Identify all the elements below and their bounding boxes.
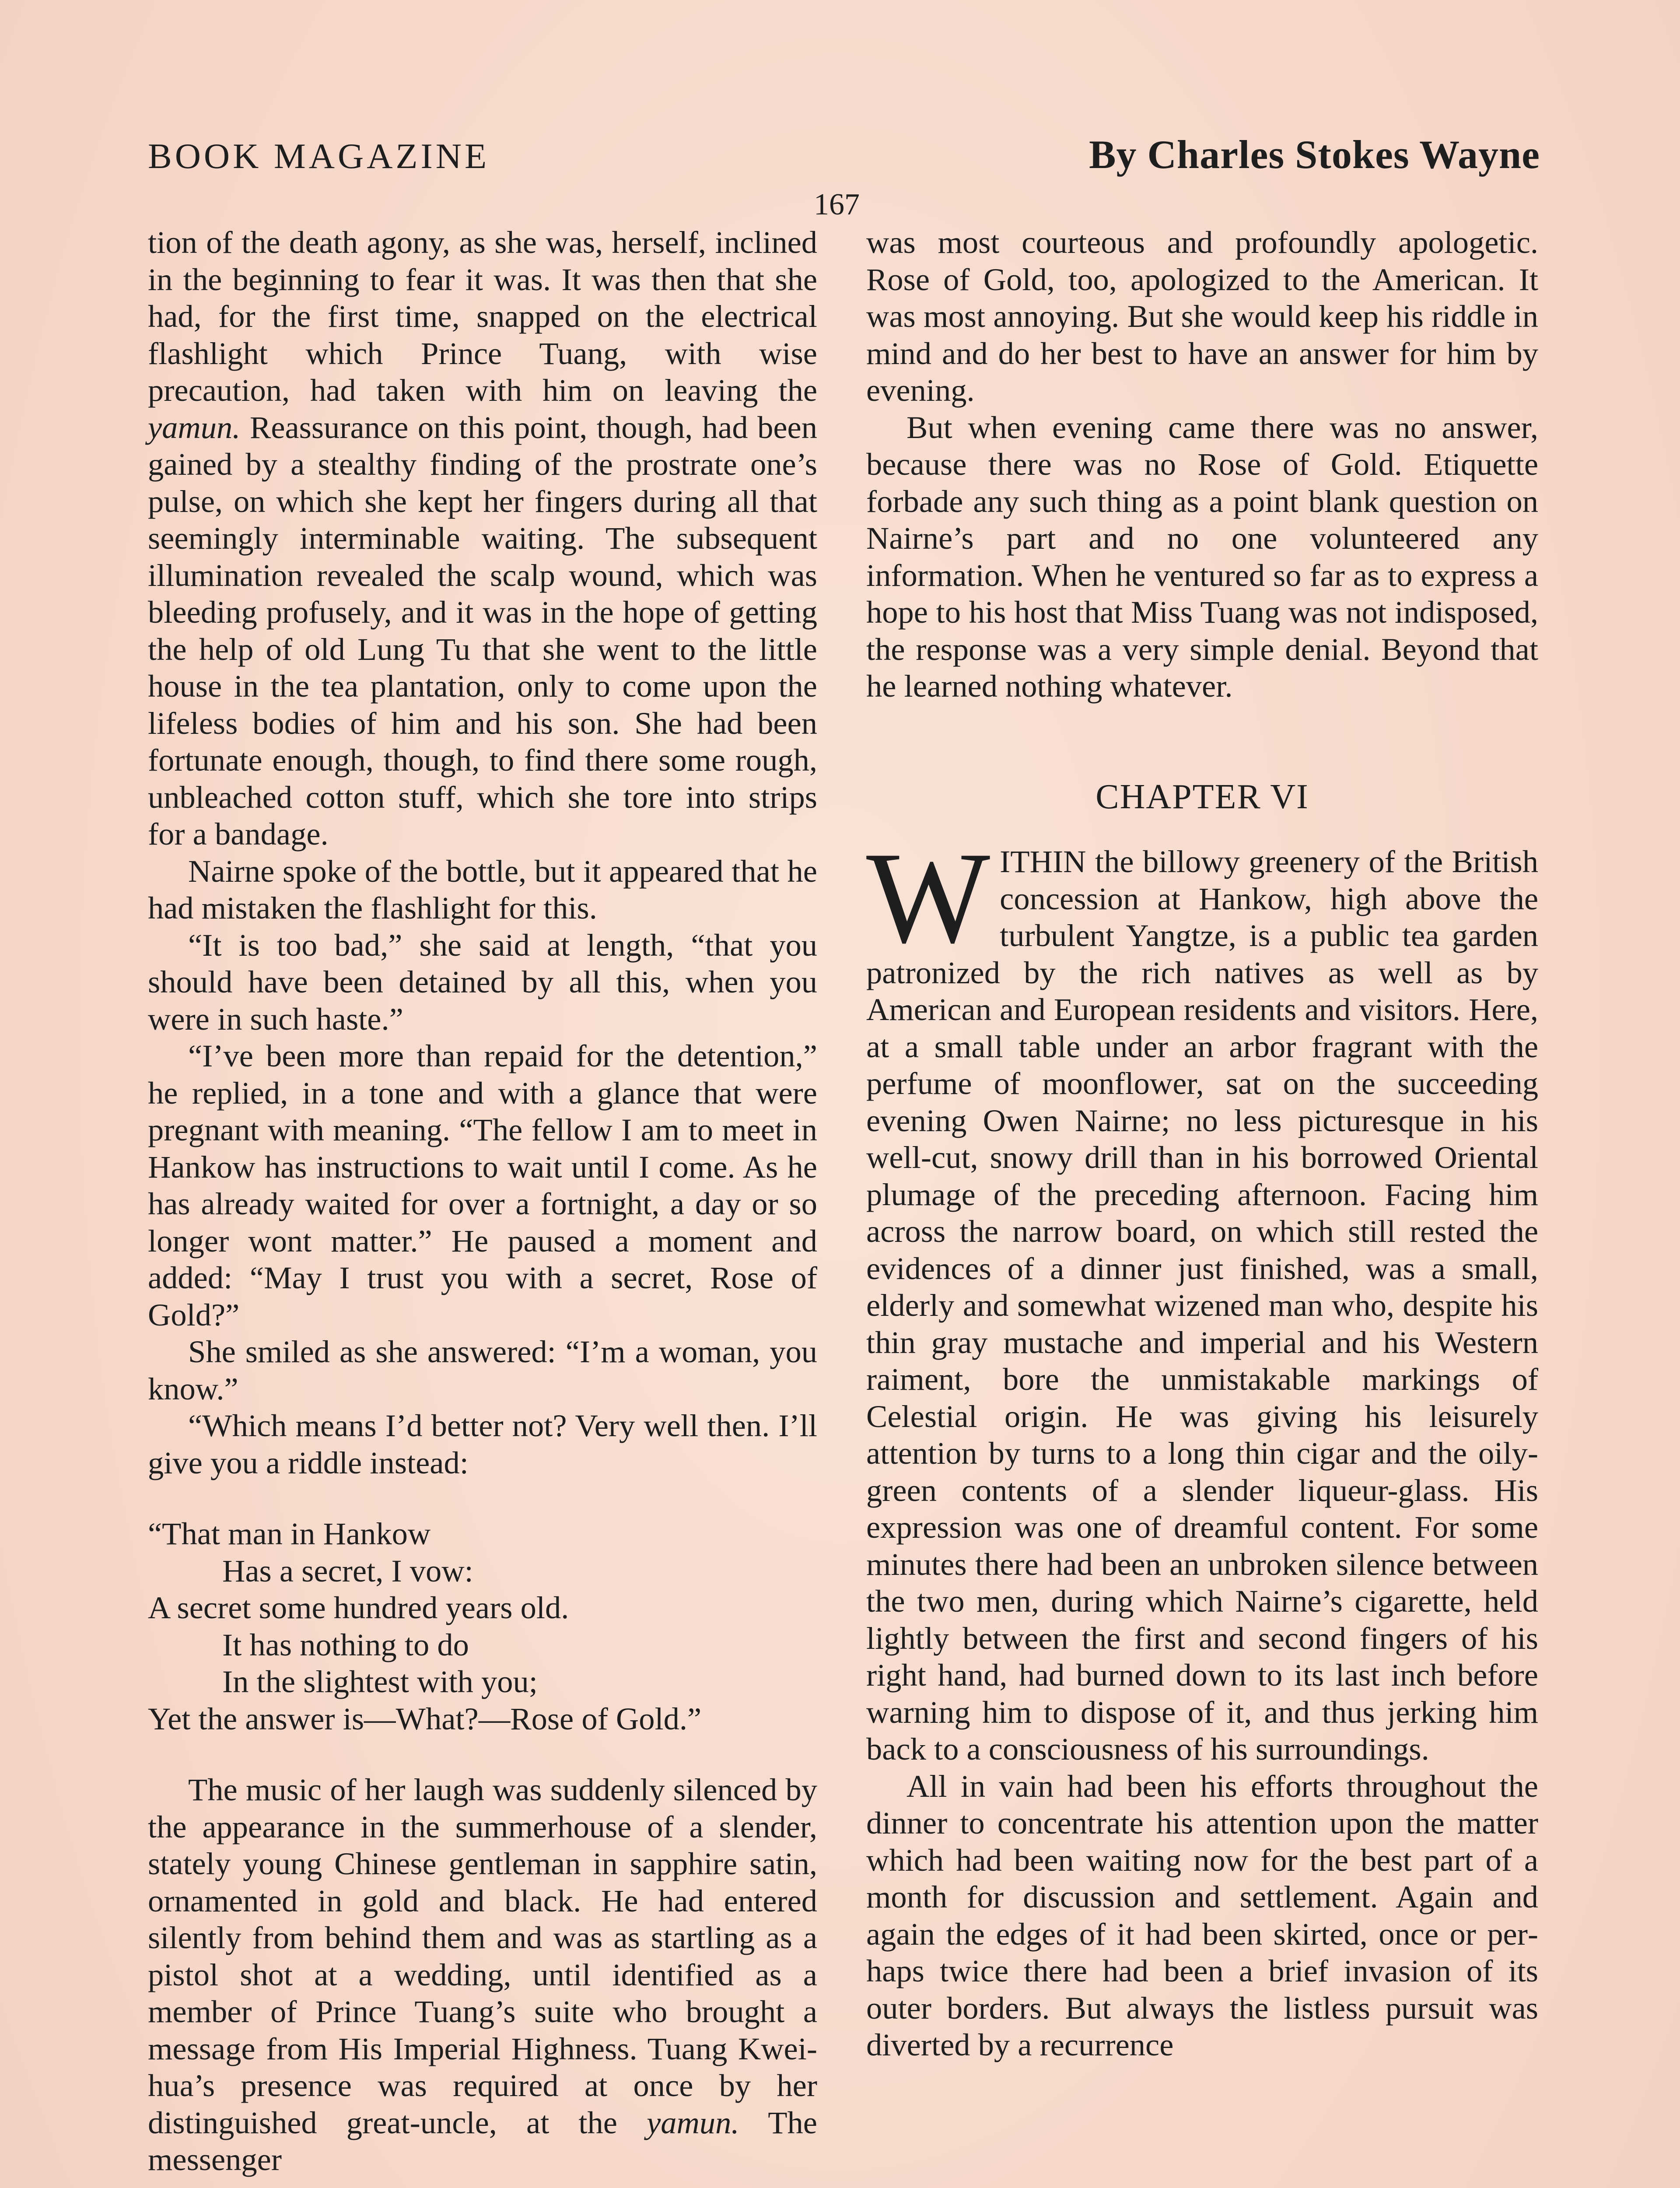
poem-line: It has nothing to do — [222, 1627, 469, 1662]
drop-cap: W — [866, 825, 990, 970]
paragraph: tion of the death agony, as she was, herself, inclined in the beginning to fear it was. It was then that she had, for the first time, snapped on the electrical flashlight which Prince Tuang, with wise precaution, had taken with him on leaving the yamun. Reassurance on this point, though, had been gained by a stealthy finding of the prostrate one’s pulse, on which she kept her fingers during all that seemingly interminable waiting. The subsequent illumination revealed the scalp wound, which was bleeding profusely, and it was in the hope of getting the help of old Lung Tu that she went to the little house in the tea plantation, only to come upon the lifeless bodies of him and his son. She had been fortunate enough, though, to find there some rough, unbleached cotton stuff, which she tore into strips for a bandage. — [148, 224, 817, 852]
page-number: 167 — [814, 188, 860, 221]
right-column — [866, 224, 1538, 2064]
left-column — [148, 224, 817, 2178]
poem-line: A secret some hundred years old. — [148, 1590, 569, 1625]
paragraph: “I’ve been more than repaid for the detention,” he replied, in a tone and with a glance that were pregnant with meaning. “The fellow I am to meet in Hankow has instructions to wait until I come. As he has already waited for over a fortnight, a day or so longer wont matter.” He paused a moment and added: “May I trust you with a secret, Rose of Gold?” — [148, 1038, 817, 1332]
paragraph: But when evening came there was no answer, because there was no Rose of Gold. Etiquette forbade any such thing as a point blank question on Nairne’s part and no one volunteered any information. When he ventured so far as to express a hope to his host that Miss Tuang was not indisposed, the response was a very simple denial. Beyond that he learned nothing whatever. — [866, 409, 1538, 704]
poem-line: “That man in Hankow — [148, 1516, 431, 1551]
author-byline: By Charles Stokes Wayne — [1089, 132, 1540, 177]
paragraph: She smiled as she answered: “I’m a woman, you know.” — [148, 1334, 817, 1406]
paragraph: was most courteous and profoundly apologetic. Rose of Gold, too, apologized to the American. It was most annoying. But she would keep his riddle in mind and do her best to have an answer for him by evening. — [866, 224, 1538, 408]
paragraph: The music of her laugh was suddenly silenced by the appearance in the summerhouse of a slender, stately young Chinese gentleman in sapphire satin, ornamented in gold and black. He had entered silently from behind them and was as startling as a pistol shot at a wedding, until identified as a member of Prince Tuang’s suite who brought a message from His Imperial Highness. Tuang Kwei-hua’s presence was required at once by her distinguished great-uncle, at the yamun. The messenger — [148, 1772, 817, 2177]
chapter-heading: CHAPTER VI — [1096, 777, 1309, 816]
poem-line: Has a secret, I vow: — [222, 1553, 473, 1588]
poem-line: Yet the answer is—What?—Rose of Gold.” — [148, 1701, 702, 1736]
poem-line: In the slightest with you; — [222, 1664, 538, 1699]
magazine-title: BOOK MAGAZINE — [148, 136, 490, 176]
paragraph: Nairne spoke of the bottle, but it appeared that he had mistaken the flashlight for this. — [148, 853, 817, 926]
page-header — [148, 131, 1540, 184]
paragraph: “Which means I’d better not? Very well then. I’ll give you a riddle instead: — [148, 1408, 817, 1480]
riddle-poem — [148, 1515, 817, 1737]
paragraph: All in vain had been his efforts throughout the dinner to concentrate his attention upon the matter which had been waiting now for the best part of a month for discussion and settlement. Again and again the edges of it had been skirted, once or perhaps twice there had been a brief invasion of its outer borders. But always the listless pursuit was diverted by a recurrence — [866, 1768, 1538, 2062]
paragraph: “It is too bad,” she said at length, “that you should have been detained by all this, when you were in such haste.” — [148, 927, 817, 1037]
paragraph: WITHIN the billowy greenery of the British concession at Hankow, high above the turbulent Yangtze, is a public tea garden patronized by the rich natives as well as by American and European residents and visitors. Here, at a small table under an arbor fragrant with the perfume of moonflower, sat on the succeeding evening Owen Nairne; no less picturesque in his well-cut, snowy drill than in his borrowed Oriental plumage of the preceding afternoon. Facing him across the narrow board, on which still rested the evidences of a dinner just finished, was a small, elderly and somewhat wizened man who, despite his thin gray mustache and imperial and his Western raiment, bore the unmistakable markings of Celestial origin. He was giving his leisurely attention by turns to a long thin cigar and the oily-green contents of a slender liqueur-glass. His expression was one of dreamful content. For some minutes there had been an unbroken silence between the two men, during which Nairne’s cigarette, held lightly between the first and second fingers of his right hand, had burned down to its last inch before warning him to dispose of it, and thus jerking him back to a consciousness of his surroundings. — [866, 825, 1538, 1767]
